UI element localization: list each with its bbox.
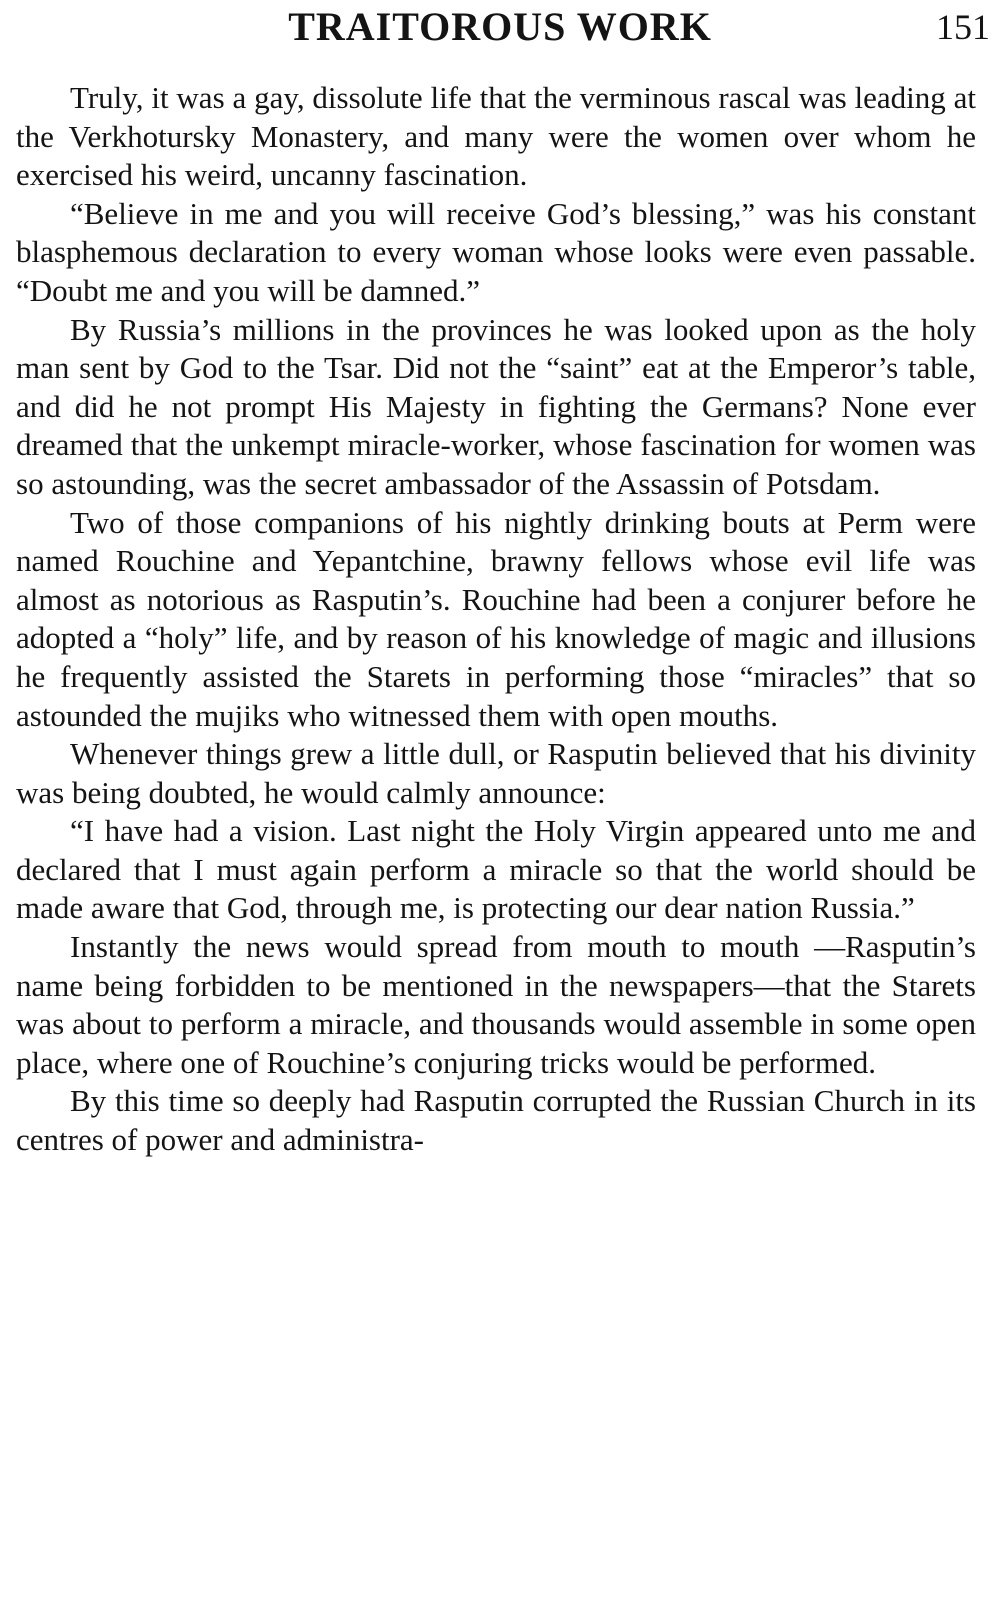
paragraph-5: Whenever things grew a little dull, or Rasputin believed that his divinity was being doubted, he would calmly announce: xyxy=(16,736,976,810)
page-header xyxy=(10,2,990,52)
paragraph-3: By Russia’s millions in the provinces he was looked upon as the holy man sent by God to the Tsar. Did not the “saint” eat at the Emperor’s table, and did he not prompt His Majesty in fighting the Germans? None ever dreamed that the unkempt miracle-worker, whose fascination for women was so astounding, was the secret ambassador of the Assassin of Potsdam. xyxy=(16,311,976,501)
paragraph-1: Truly, it was a gay, dissolute life that the verminous rascal was leading at the Verkhotursky Monastery, and many were the women over whom he exercised his weird, uncanny fascination. xyxy=(16,80,976,193)
paragraph-2: “Believe in me and you will receive God’s blessing,” was his constant blasphemous declaration to every woman whose looks were even passable. “Doubt me and you will be damned.” xyxy=(16,195,976,308)
body-text xyxy=(16,79,976,1160)
paragraph-8: By this time so deeply had Rasputin corrupted the Russian Church in its centres of power and administra- xyxy=(16,1083,976,1158)
running-title: TRAITOROUS WORK xyxy=(288,4,712,49)
paragraph-7: Instantly the news would spread from mouth to mouth —Rasputin’s name being forbidden to be mentioned in the newspapers—that the Starets was about to perform a miracle, and thousands would assemble in some open place, where one of Rouchine’s conjuring tricks would be performed. xyxy=(16,929,976,1080)
paragraph-6: “I have had a vision. Last night the Holy Virgin appeared unto me and declared that I must again perform a miracle so that the world should be made aware that God, through me, is protecting our dear nation Russia.” xyxy=(16,813,976,926)
paragraph-4: Two of those companions of his nightly drinking bouts at Perm were named Rouchine and Yepantchine, brawny fellows whose evil life was almost as notorious as Rasputin’s. Rouchine had been a conjurer before he adopted a “holy” life, and by reason of his knowledge of magic and illusions he frequently assisted the Starets in performing those “miracles” that so astounded the mujiks who witnessed them with open mouths. xyxy=(16,504,976,733)
page-number: 151 xyxy=(936,7,990,47)
